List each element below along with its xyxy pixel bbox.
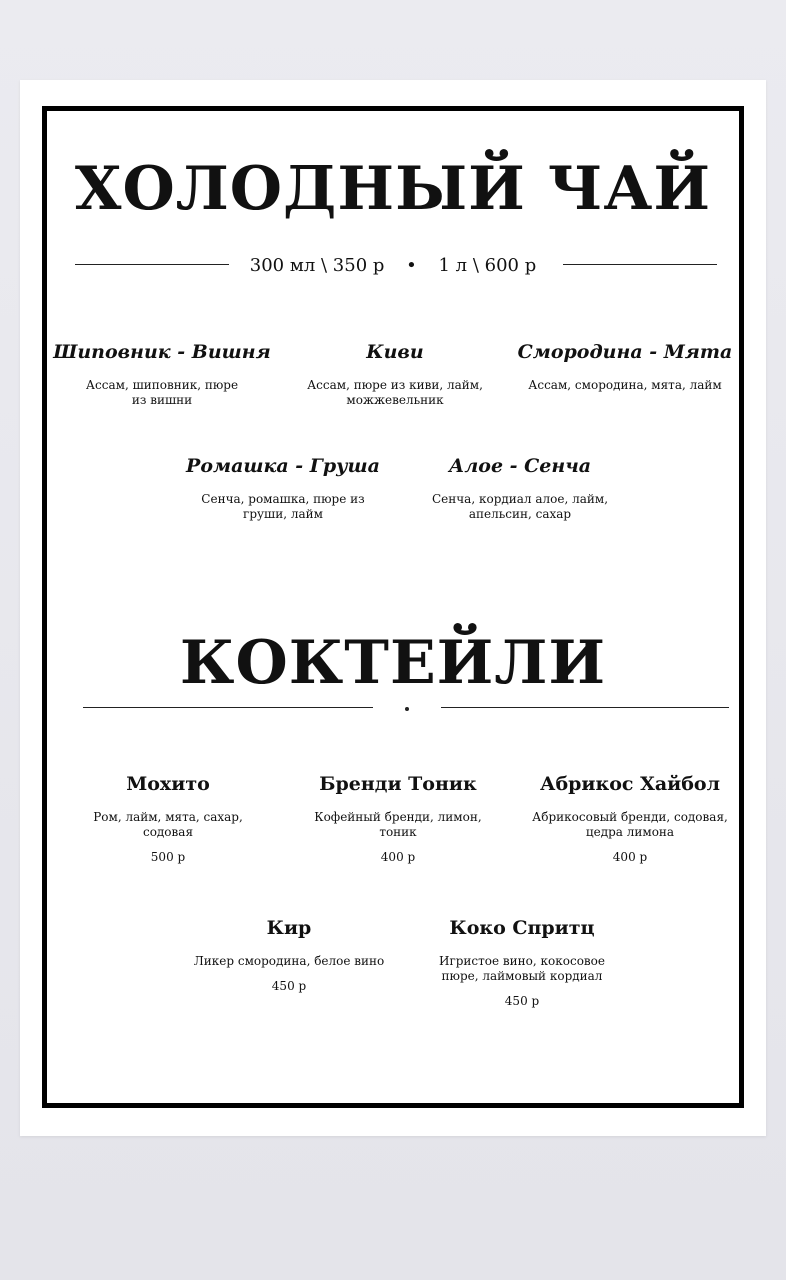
item-name: Шиповник - Вишня: [53, 341, 271, 363]
cocktail-item: [177, 917, 401, 993]
item-price: 400 р: [380, 849, 416, 864]
tea-item: [405, 455, 635, 522]
cocktail-item: [417, 917, 627, 1008]
item-name: Кир: [266, 917, 312, 939]
right-rule-cocktails: [441, 707, 729, 708]
item-desc: Ассам, смородина, мята, лайм: [528, 377, 722, 392]
price-large: 1 л \ 600 р: [438, 255, 537, 276]
price-small: 300 мл \ 350 р: [249, 255, 385, 276]
cocktail-item: [523, 773, 737, 864]
item-price: 400 р: [612, 849, 648, 864]
item-name: Смородина - Мята: [517, 341, 733, 363]
center-dot: [405, 707, 409, 711]
item-desc: Абрикосовый бренди, содовая, цедра лимона: [532, 809, 728, 839]
item-name: Алое - Сенча: [448, 455, 592, 477]
right-rule-tea: [563, 264, 717, 265]
item-price: 500 р: [150, 849, 186, 864]
tea-item: [169, 455, 397, 522]
item-desc: Кофейный бренди, лимон, тоник: [314, 809, 482, 839]
item-name: Коко Спритц: [449, 917, 595, 939]
tea-item: [285, 341, 505, 408]
item-name: Киви: [366, 341, 424, 363]
item-desc: Ром, лайм, мята, сахар, содовая: [93, 809, 243, 839]
item-desc: Ассам, пюре из киви, лайм, можжевельник: [307, 377, 483, 407]
menu-sheet: [20, 80, 766, 1136]
tea-item: [509, 341, 741, 393]
item-desc: Сенча, кордиал алое, лайм, апельсин, сахар: [431, 491, 609, 521]
cocktail-item: [293, 773, 503, 864]
menu-frame: [42, 106, 744, 1108]
item-desc: Ликер смородина, белое вино: [193, 953, 385, 968]
item-name: Бренди Тоник: [319, 773, 477, 795]
cocktails-title: КОКТЕЙЛИ: [179, 628, 607, 698]
item-name: Мохито: [126, 773, 210, 795]
item-desc: Сенча, ромашка, пюре из груши, лайм: [201, 491, 365, 521]
tea-item: [47, 341, 277, 408]
cold-tea-title: ХОЛОДНЫЙ ЧАЙ: [74, 154, 712, 224]
item-price: 450 р: [504, 993, 540, 1008]
item-desc: Игристое вино, кокосовое пюре, лаймовый кордиал: [438, 953, 605, 983]
item-desc: Ассам, шиповник, пюре из вишни: [85, 377, 239, 407]
left-rule-cocktails: [83, 707, 373, 708]
cold-tea-prices: [47, 255, 739, 276]
price-separator-dot: •: [406, 255, 417, 276]
item-name: Ромашка - Груша: [186, 455, 380, 477]
item-price: 450 р: [271, 978, 307, 993]
item-name: Абрикос Хайбол: [540, 773, 720, 795]
cocktail-item: [63, 773, 273, 864]
